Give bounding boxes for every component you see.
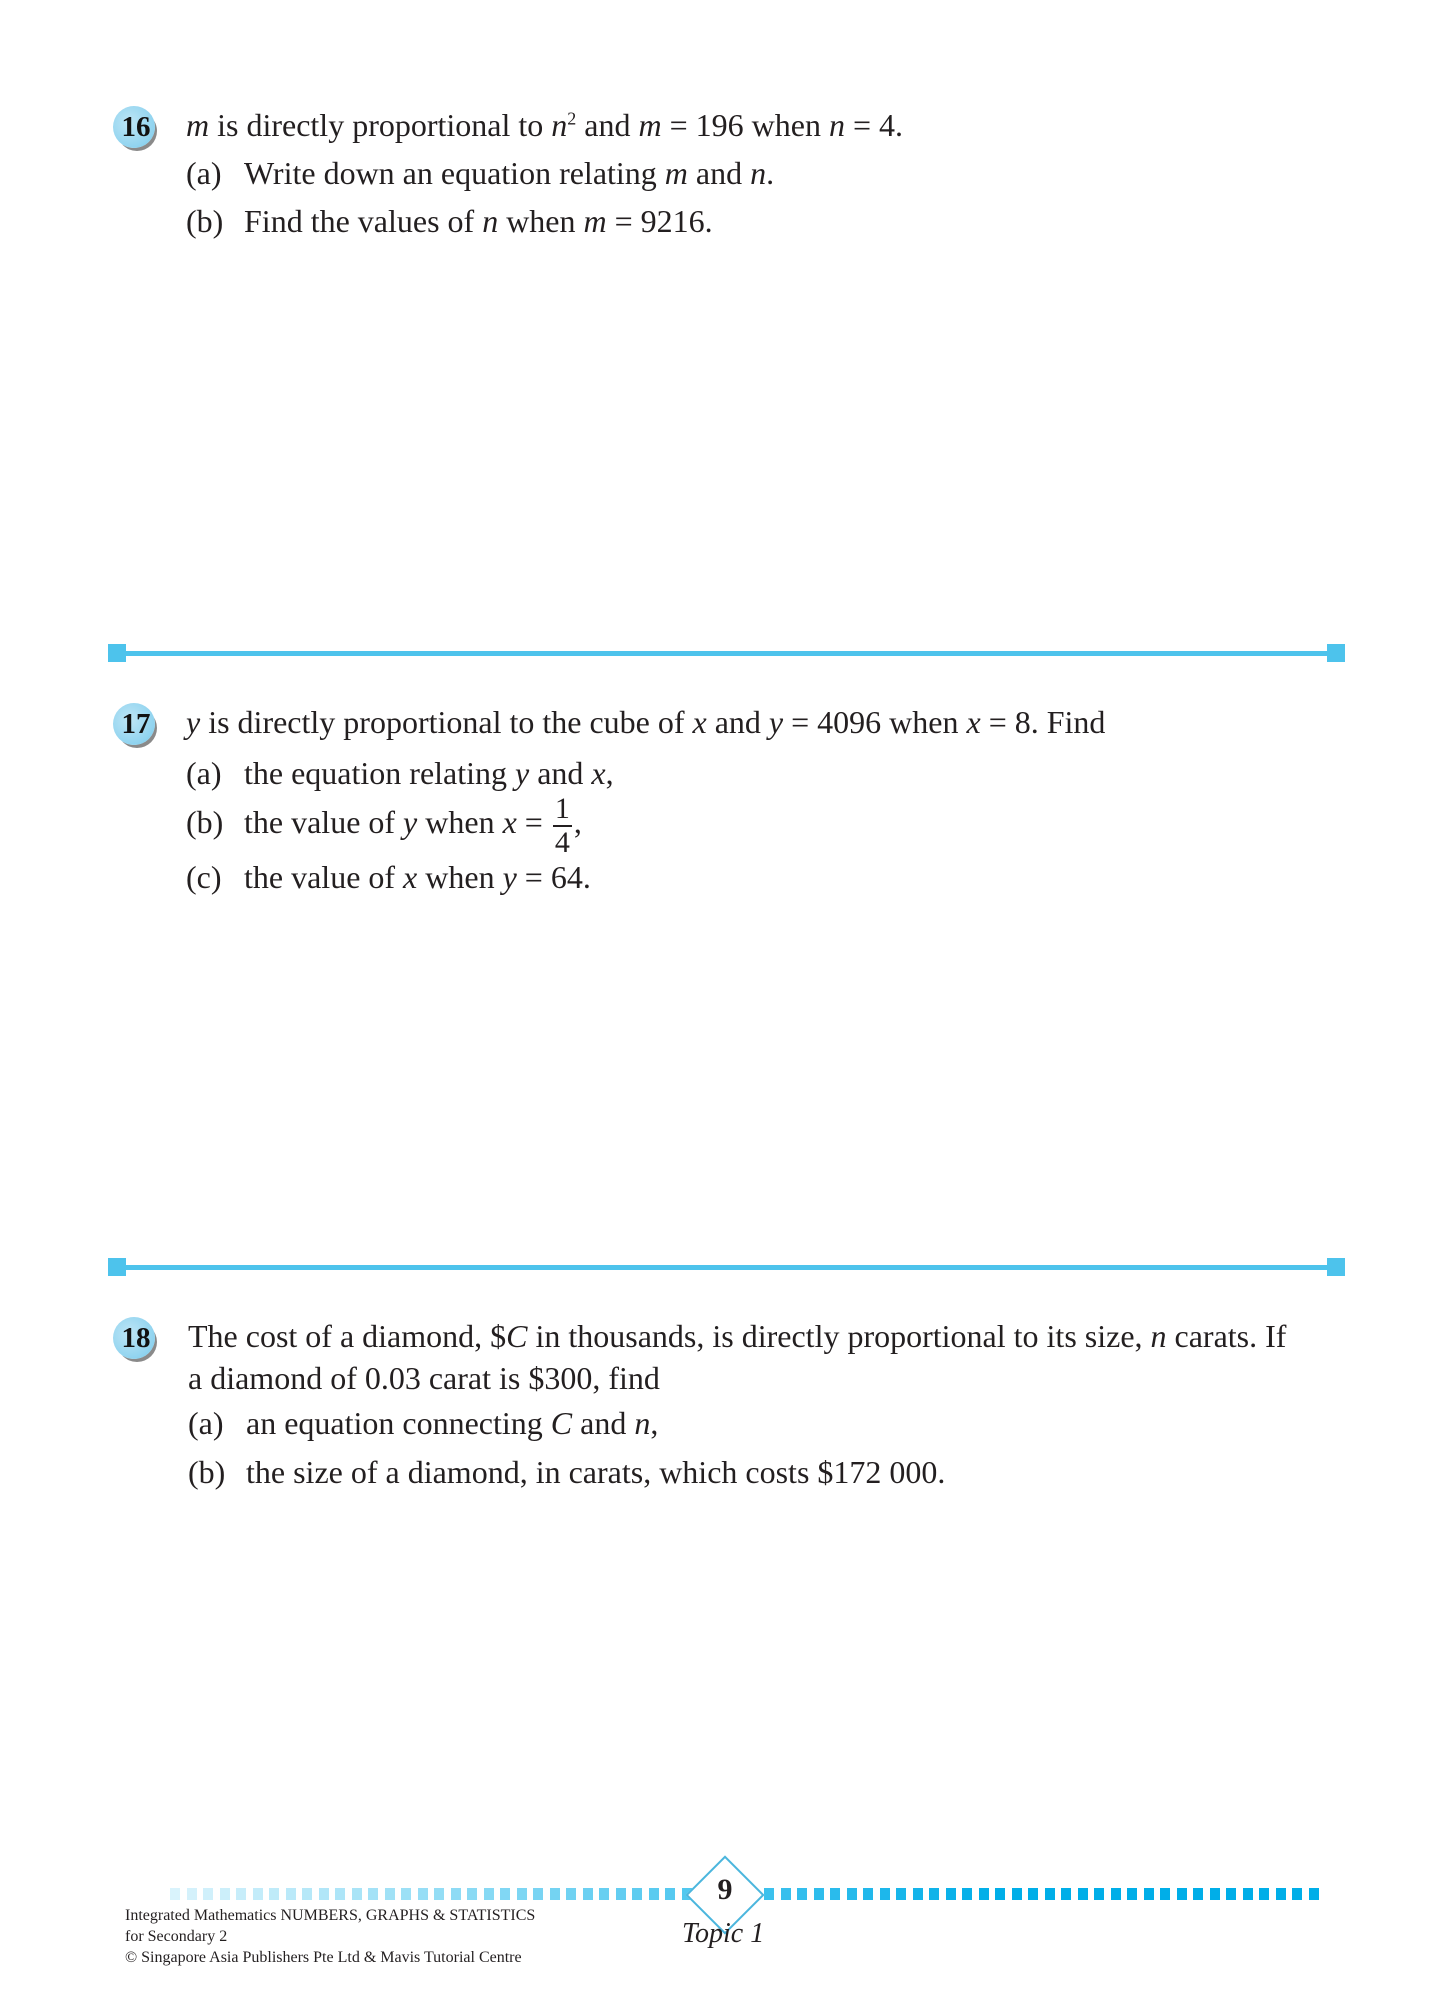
- footer-dash: [401, 1888, 411, 1900]
- footer-dash: [253, 1888, 263, 1900]
- footer-dash: [1012, 1888, 1022, 1900]
- footer-dash: [863, 1888, 873, 1900]
- footer-dash: [781, 1888, 791, 1900]
- question-number-badge: 18: [113, 1317, 155, 1359]
- footer-dash: [418, 1888, 428, 1900]
- footer-dash: [368, 1888, 378, 1900]
- footer-dash: [319, 1888, 329, 1900]
- footer-dash: [979, 1888, 989, 1900]
- footer-dash: [566, 1888, 576, 1900]
- footer-dash: [1210, 1888, 1220, 1900]
- footer-dash: [913, 1888, 923, 1900]
- footer-dash: [1160, 1888, 1170, 1900]
- book-title: Integrated Mathematics NUMBERS, GRAPHS & STATISTICS: [125, 1907, 536, 1924]
- footer-dash: [335, 1888, 345, 1900]
- footer-dash: [533, 1888, 543, 1900]
- footer-dash: [236, 1888, 246, 1900]
- question-part-c: (c) the value of x when y = 64.: [186, 859, 591, 895]
- footer-dash: [1259, 1888, 1269, 1900]
- question-part-a: (a) an equation connecting C and n,: [188, 1405, 659, 1441]
- question-number-badge: 16: [113, 106, 155, 148]
- footer-dash: [632, 1888, 642, 1900]
- footer-dash: [995, 1888, 1005, 1900]
- footer-dash: [1309, 1888, 1319, 1900]
- footer-dash: [302, 1888, 312, 1900]
- footer-dash: [269, 1888, 279, 1900]
- divider-cap: [1327, 1258, 1345, 1276]
- footer-dash: [847, 1888, 857, 1900]
- footer-dash: [880, 1888, 890, 1900]
- question-part-b: (b) the size of a diamond, in carats, which costs $172 000.: [188, 1454, 946, 1490]
- footer-dash: [1078, 1888, 1088, 1900]
- footer-dash: [352, 1888, 362, 1900]
- question-part-b: (b) the value of y when x = $\frac{1}{4}$ ,: [186, 792, 582, 859]
- question-stem-continued: a diamond of 0.03 carat is $300, find: [188, 1360, 660, 1396]
- footer-dash: [1061, 1888, 1071, 1900]
- footer-dash: [1028, 1888, 1038, 1900]
- footer-dash: [1177, 1888, 1187, 1900]
- footer-dash: [286, 1888, 296, 1900]
- page-number: 9: [717, 1873, 733, 1906]
- footer-dash: [170, 1888, 180, 1900]
- footer-dash: [1144, 1888, 1154, 1900]
- footer-dash: [814, 1888, 824, 1900]
- question-stem: y is directly proportional to the cube of x and y = 4096 when x = 8. Find: [186, 704, 1106, 740]
- footer-dash: [385, 1888, 395, 1900]
- footer-dash: [764, 1888, 774, 1900]
- footer-dash: [467, 1888, 477, 1900]
- section-divider: [110, 651, 1343, 656]
- footer-dash: [929, 1888, 939, 1900]
- book-level: for Secondary 2: [125, 1928, 228, 1945]
- footer-dash: [517, 1888, 527, 1900]
- footer-dash: [797, 1888, 807, 1900]
- footer-dash: [649, 1888, 659, 1900]
- footer-dash: [500, 1888, 510, 1900]
- footer-dash: [203, 1888, 213, 1900]
- question-part-a: (a) the equation relating y and x,: [186, 755, 614, 791]
- footer-dash: [830, 1888, 840, 1900]
- topic-label: Topic 1: [682, 1918, 765, 1949]
- footer-dash: [1094, 1888, 1104, 1900]
- question-stem: The cost of a diamond, $C in thousands, is directly proportional to its size, n carats. If: [188, 1318, 1287, 1354]
- section-divider: [110, 1265, 1343, 1270]
- question-part-b: (b) Find the values of n when m = 9216.: [186, 203, 713, 239]
- footer-dash: [1276, 1888, 1286, 1900]
- footer-dash: [451, 1888, 461, 1900]
- footer-dash: [896, 1888, 906, 1900]
- footer-dash: [616, 1888, 626, 1900]
- footer-dash: [962, 1888, 972, 1900]
- divider-cap: [1327, 644, 1345, 662]
- question-number-badge: 17: [113, 703, 155, 745]
- footer-dash: [1193, 1888, 1203, 1900]
- footer-dash: [1243, 1888, 1253, 1900]
- footer-dash: [946, 1888, 956, 1900]
- footer-dash: [1045, 1888, 1055, 1900]
- footer-dash: [434, 1888, 444, 1900]
- footer-dash: [1226, 1888, 1236, 1900]
- footer-dash: [665, 1888, 675, 1900]
- footer-dash: [1111, 1888, 1121, 1900]
- footer-dash: [484, 1888, 494, 1900]
- footer-dash: [550, 1888, 560, 1900]
- copyright: © Singapore Asia Publishers Pte Ltd & Mavis Tutorial Centre: [125, 1949, 522, 1966]
- footer-dash: [583, 1888, 593, 1900]
- footer-dash: [187, 1888, 197, 1900]
- footer-dash: [1292, 1888, 1302, 1900]
- footer-dash: [1127, 1888, 1137, 1900]
- footer-dash: [220, 1888, 230, 1900]
- divider-cap: [108, 644, 126, 662]
- footer-dash: [599, 1888, 609, 1900]
- question-stem: m is directly proportional to $n^2$ and m = 196 when n = 4.: [186, 107, 903, 143]
- divider-cap: [108, 1258, 126, 1276]
- question-part-a: (a) Write down an equation relating m and n.: [186, 155, 775, 191]
